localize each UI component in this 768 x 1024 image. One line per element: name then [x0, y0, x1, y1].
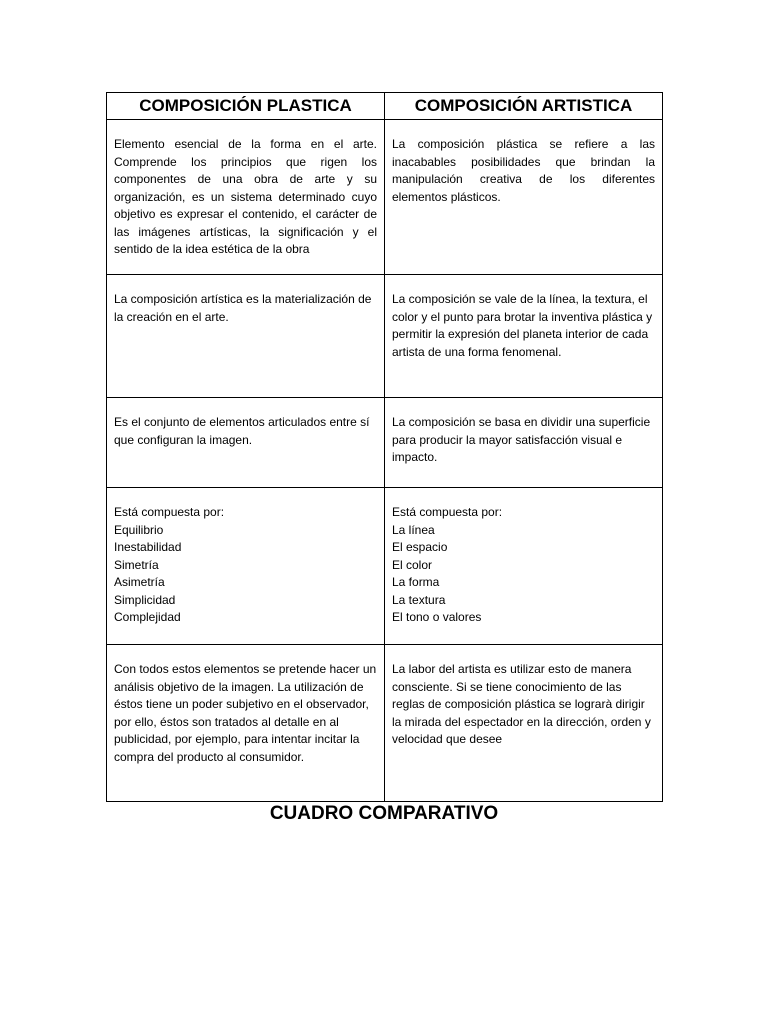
element-item: Equilibrio — [114, 522, 164, 537]
element-item: Asimetría — [114, 575, 165, 589]
element-item: Simplicidad — [114, 592, 176, 607]
elements-title: Está compuesta por: — [114, 505, 225, 519]
element-item: El tono o valores — [392, 610, 482, 624]
cell-artistica-superficie: La composición se basa en dividir una superficie para producir la mayor satisfacción visual e impacto. — [385, 398, 663, 488]
table-header-row — [107, 93, 663, 120]
cell-plastica-conjunto: Es el conjunto de elementos articulados entre sí que configuran la imagen. — [107, 398, 385, 488]
cell-artistica-definition: La composición plástica se refiere a las inacabables posibilidades que brindan la manipulación creativa de los diferentes elementos plásticos. — [385, 120, 663, 275]
table-row — [107, 488, 663, 645]
element-item: El espacio — [392, 540, 448, 554]
elements-title: Está compuesta por: — [392, 505, 503, 519]
header-composicion-plastica: COMPOSICIÓN PLASTICA — [107, 93, 385, 120]
element-item: Complejidad — [114, 610, 181, 624]
cell-plastica-materializacion: La composición artística es la materialización de la creación en el arte. — [107, 275, 385, 398]
cell-artistica-recursos: La composición se vale de la línea, la textura, el color y el punto para brotar la inventiva plástica y permitir la expresión del planeta interior de cada artista de una forma fenomenal. — [385, 275, 663, 398]
cell-plastica-elements — [107, 488, 385, 645]
table-row — [107, 645, 663, 802]
header-composicion-artistica: COMPOSICIÓN ARTISTICA — [385, 93, 663, 120]
element-item: La forma — [392, 575, 440, 589]
element-item: La línea — [392, 522, 435, 537]
element-item: Simetría — [114, 557, 159, 572]
cell-artistica-elements — [385, 488, 663, 645]
cell-plastica-analisis: Con todos estos elementos se pretende hacer un análisis objetivo de la imagen. La utilización de éstos tiene un poder subjetivo en el observador, por ello, éstos son tratados al detalle en al publicidad, por ejemplo, para intentar incitar la compra del producto al consumidor. — [107, 645, 385, 802]
cell-plastica-definition: Elemento esencial de la forma en el arte. Comprende los principios que rigen los componentes de una obra de arte y su organización, es un sistema determinado cuyo objetivo es expresar el contenido, el carácter de las imágenes artísticas, la significación y el sentido de la idea estética de la obra — [107, 120, 385, 275]
element-item: La textura — [392, 592, 446, 607]
element-item: El color — [392, 557, 433, 572]
table-row — [107, 398, 663, 488]
element-item: Inestabilidad — [114, 540, 182, 554]
table-row — [107, 275, 663, 398]
table-caption: CUADRO COMPARATIVO — [269, 803, 499, 824]
table-row — [107, 120, 663, 275]
comparison-table — [106, 92, 663, 802]
cell-artistica-labor: La labor del artista es utilizar esto de manera consciente. Si se tiene conocimiento de las reglas de composición plástica se lograrà dirigir la mirada del espectador en la dirección, orden y velocidad que desee — [385, 645, 663, 802]
